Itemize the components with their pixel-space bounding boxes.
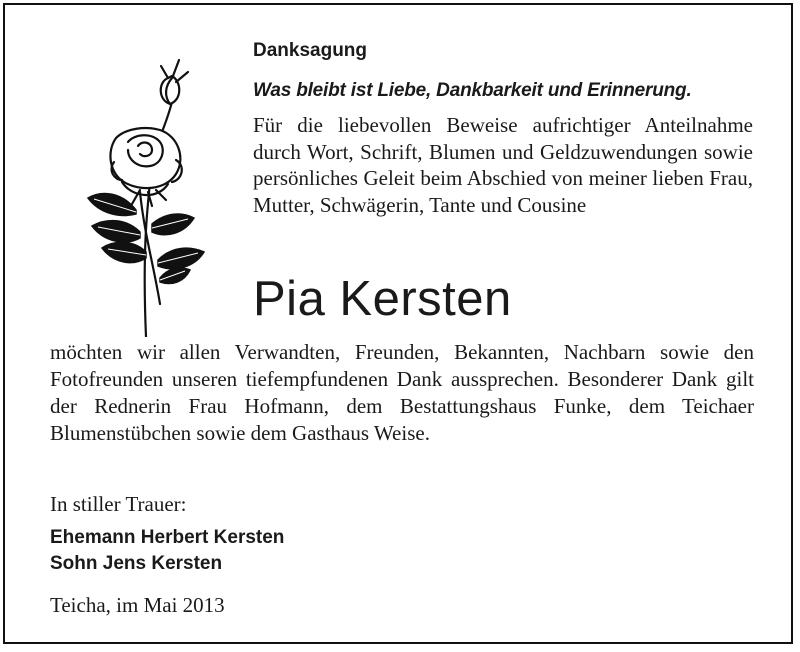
rose-icon	[48, 42, 218, 337]
intro-block	[253, 38, 753, 218]
signature-intro: In stiller Trauer:	[50, 492, 187, 516]
signature-name: Ehemann Herbert Kersten	[50, 527, 285, 548]
deceased-name: Pia Kersten	[253, 272, 512, 326]
body-text: möchten wir allen Verwandten, Freunden, Bekannten, Nachbarn sowie den Fotofreunden unseren tiefempfundenen Dank aussprechen. Besonderer Dank gilt der Rednerin Frau Hofmann, dem Bestattungshaus Funke, dem Teichaer Blumenstübchen sowie dem Gasthaus Weise.	[50, 340, 754, 445]
place-date: Teicha, im Mai 2013	[50, 593, 225, 617]
signature-name: Sohn Jens Kersten	[50, 553, 223, 574]
intro-text: Für die liebevollen Beweise aufrichtiger Anteilnahme durch Wort, Schrift, Blumen und Geldzuwendungen sowie persönliches Geleit beim Abschied von meiner lieben Frau, Mutter, Schwägerin, Tante und Cousine	[253, 113, 753, 217]
motto: Was bleibt ist Liebe, Dankbarkeit und Erinnerung.	[253, 80, 692, 101]
heading: Danksagung	[253, 40, 368, 61]
